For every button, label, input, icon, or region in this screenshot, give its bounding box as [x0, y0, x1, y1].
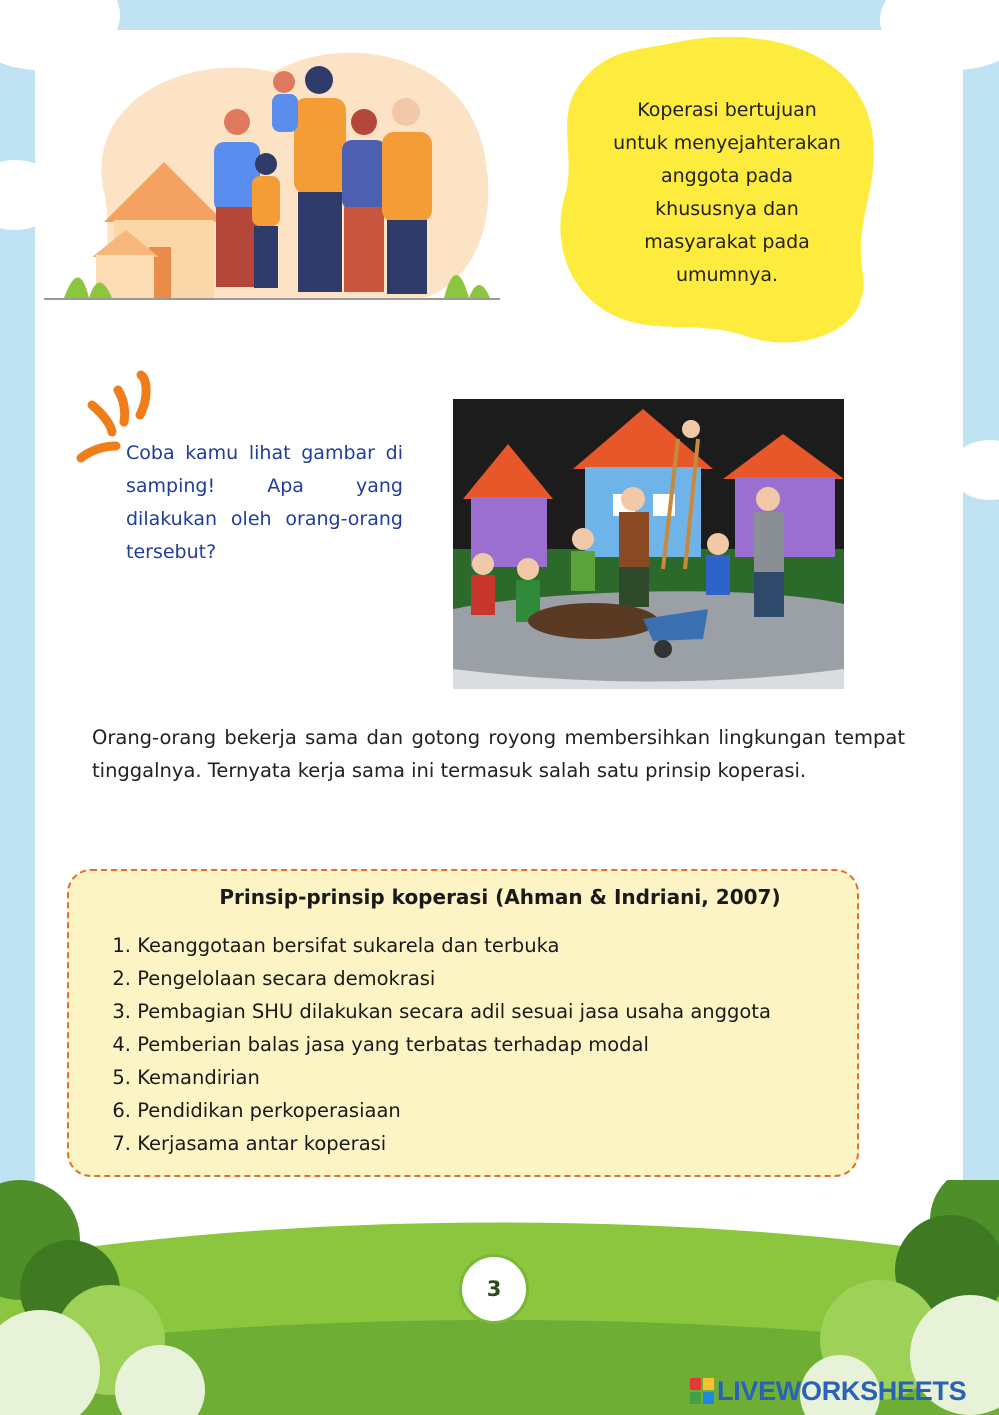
- list-number: 6.: [112, 1099, 131, 1122]
- list-text: Pemberian balas jasa yang terbatas terhadap modal: [137, 1033, 649, 1056]
- brand-logo: [690, 1374, 990, 1408]
- family-illustration: [44, 42, 500, 304]
- callout-line: untuk menyejahterakan: [613, 132, 841, 154]
- list-item: [89, 1061, 771, 1094]
- community-cleanup-illustration: [453, 399, 844, 689]
- question-text: Coba kamu lihat gambar di samping! Apa yang dilakukan oleh orang-orang tersebut?: [126, 442, 403, 563]
- list-number: 1.: [112, 934, 131, 957]
- list-text: Keanggotaan bersifat sukarela dan terbuka: [137, 934, 560, 957]
- principles-list: [89, 929, 771, 1160]
- liveworksheets-logo-icon: [690, 1378, 714, 1404]
- list-text: Pembagian SHU dilakukan secara adil sesuai jasa usaha anggota: [137, 1000, 771, 1023]
- callout-line: Koperasi bertujuan: [637, 99, 817, 121]
- list-text: Pengelolaan secara demokrasi: [137, 967, 436, 990]
- list-text: Kemandirian: [137, 1066, 260, 1089]
- list-number: 4.: [112, 1033, 131, 1056]
- list-item: [89, 1127, 771, 1160]
- list-text: Pendidikan perkoperasiaan: [137, 1099, 401, 1122]
- principles-box: [67, 869, 859, 1177]
- body-paragraph: Orang-orang bekerja sama dan gotong royong membersihkan lingkungan tempat tinggalnya. Ternyata kerja sama ini termasuk salah satu prinsip koperasi.: [92, 726, 905, 782]
- callout-line: anggota pada: [661, 165, 793, 187]
- list-number: 7.: [112, 1132, 131, 1155]
- callout-line: umumnya.: [675, 264, 779, 286]
- page-number: 3: [459, 1254, 529, 1324]
- list-item: [89, 995, 771, 1028]
- principles-title: Prinsip-prinsip koperasi (Ahman & Indriani, 2007): [219, 885, 781, 909]
- list-number: 5.: [112, 1066, 131, 1089]
- list-item: [89, 962, 771, 995]
- callout-line: masyarakat pada: [644, 231, 810, 253]
- list-number: 3.: [112, 1000, 131, 1023]
- list-item: [89, 1094, 771, 1127]
- callout-line: khususnya dan: [655, 198, 799, 220]
- list-item: [89, 929, 771, 962]
- list-item: [89, 1028, 771, 1061]
- list-text: Kerjasama antar koperasi: [137, 1132, 387, 1155]
- brand-name: LIVEWORKSHEETS: [717, 1375, 967, 1406]
- callout-text: [592, 94, 862, 292]
- list-number: 2.: [112, 967, 131, 990]
